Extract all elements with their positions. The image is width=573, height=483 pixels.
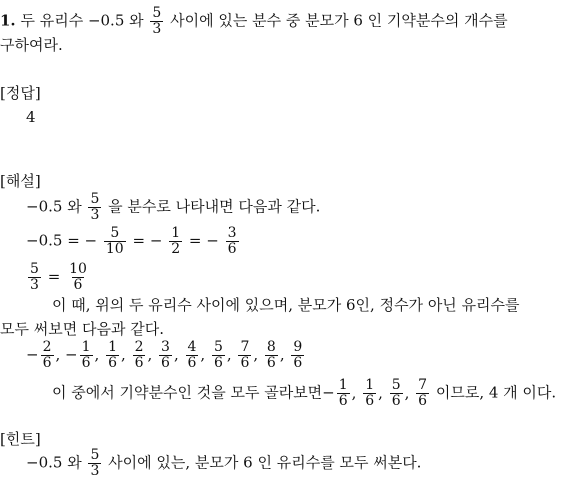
separator: , [279,345,290,364]
fraction-denominator: 6 [240,355,250,371]
answer-value: 4 [26,108,36,126]
fraction [238,340,251,371]
fraction-numerator: 5 [90,447,100,463]
fraction [104,226,126,257]
fraction [88,448,101,479]
fraction-numerator: 2 [134,339,144,355]
problem-line-1 [0,6,508,37]
fraction-denominator: 6 [213,355,223,371]
problem-line-2: 구하여라. [0,36,63,54]
fraction [106,340,119,371]
fraction [363,378,376,409]
hint-line [26,448,421,479]
fraction-denominator: 6 [418,393,428,409]
fraction-numerator: 10 [69,261,87,277]
fraction-denominator: 3 [152,21,162,37]
fraction-numerator: 9 [293,339,303,355]
explanation-line-4: 이 때, 위의 두 유리수 사이에 있으며, 분모가 6인, 정수가 아닌 유리수를 [52,296,520,314]
fraction-numerator: 5 [90,191,100,207]
fraction [28,262,41,293]
fraction-denominator: 6 [42,355,52,371]
fraction-denominator: 3 [30,277,39,293]
fraction-numerator: 1 [171,225,181,241]
fraction [291,340,304,371]
explanation-heading: [해설] [0,172,41,190]
fraction-denominator: 2 [171,241,181,257]
separator: , [94,345,105,364]
fraction-denominator: 3 [90,207,100,223]
fraction [150,6,163,37]
fraction [159,340,172,371]
fraction-denominator: 6 [81,355,91,371]
separator: , [378,383,388,402]
text: = [47,267,61,286]
fraction-numerator: 4 [187,339,197,355]
reduced-fraction-list [335,377,431,409]
fraction [265,340,278,371]
separator: , [351,383,362,402]
fraction-denominator: 6 [108,355,118,371]
fraction-denominator: 6 [293,355,303,371]
fraction [80,340,93,371]
separator: , [253,345,263,364]
separator: , [200,345,210,364]
fraction-numerator: 1 [338,377,348,393]
separator: , [173,345,184,364]
text: −0.5 와 [26,453,82,472]
fraction-numerator: 5 [152,5,162,21]
fraction [133,340,146,371]
explanation-line-7 [52,378,556,409]
text: 이 중에서 기약분수인 것을 모두 골라보면− [52,383,335,402]
text: 사이에 있는, 분모가 6 인 유리수를 모두 써본다. [108,453,422,472]
fraction-numerator: 1 [365,377,375,393]
fraction [169,226,182,257]
fraction-numerator: 5 [213,339,223,355]
fraction-denominator: 3 [90,463,100,479]
problem-text-a: 두 유리수 −0.5 와 [20,11,144,30]
separator: , [404,383,415,402]
fraction [416,378,429,409]
text: = − [132,231,163,250]
fraction-numerator: 7 [240,339,250,355]
separator: , [55,345,66,364]
separator: , [226,345,237,364]
equation-2 [26,262,91,293]
fraction-numerator: 3 [161,339,170,355]
fraction-denominator: 6 [391,393,401,409]
answer-heading: [정답] [0,84,41,102]
problem-text-b: 사이에 있는 분수 중 분모가 6 인 기약분수의 개수를 [170,11,508,30]
fraction-denominator: 6 [266,355,276,371]
separator: , [121,345,131,364]
fraction [41,340,54,371]
fraction-denominator: 6 [365,393,375,409]
fraction-numerator: 1 [81,339,91,355]
fraction-numerator: 5 [110,225,120,241]
text: = − [188,231,219,250]
text: 을 분수로 나타내면 다음과 같다. [108,197,321,216]
text: −0.5 와 [26,197,82,216]
sign: − [65,345,78,364]
problem-number: 1. [0,11,16,30]
fraction-denominator: 6 [227,241,237,257]
sign: − [26,345,39,364]
fraction-numerator: 8 [266,339,276,355]
explanation-line-5: 모두 써보면 다음과 같다. [0,320,164,338]
text: −0.5 = − [26,231,98,250]
fraction-numerator: 7 [418,377,428,393]
fraction-numerator: 5 [391,377,401,393]
fraction-denominator: 10 [105,241,124,257]
fraction-denominator: 6 [73,277,83,293]
hint-heading: [힌트] [0,430,41,448]
fraction-numerator: 2 [42,339,52,355]
fraction [337,378,350,409]
fraction-numerator: 3 [227,225,237,241]
text: 이므로, 4 개 이다. [435,383,557,402]
fraction-list [26,340,306,371]
fraction [186,340,199,371]
explanation-line-1 [26,192,320,223]
fraction-denominator: 6 [338,393,348,409]
equation-1 [26,226,241,257]
fraction-numerator: 5 [30,261,39,277]
fraction [390,378,403,409]
fraction-denominator: 6 [187,355,197,371]
fraction [88,192,101,223]
fraction [226,226,239,257]
fraction [67,262,89,293]
separator: , [147,345,158,364]
fraction-numerator: 1 [108,339,118,355]
fraction-denominator: 6 [161,355,170,371]
fraction-denominator: 6 [134,355,144,371]
fraction [212,340,225,371]
